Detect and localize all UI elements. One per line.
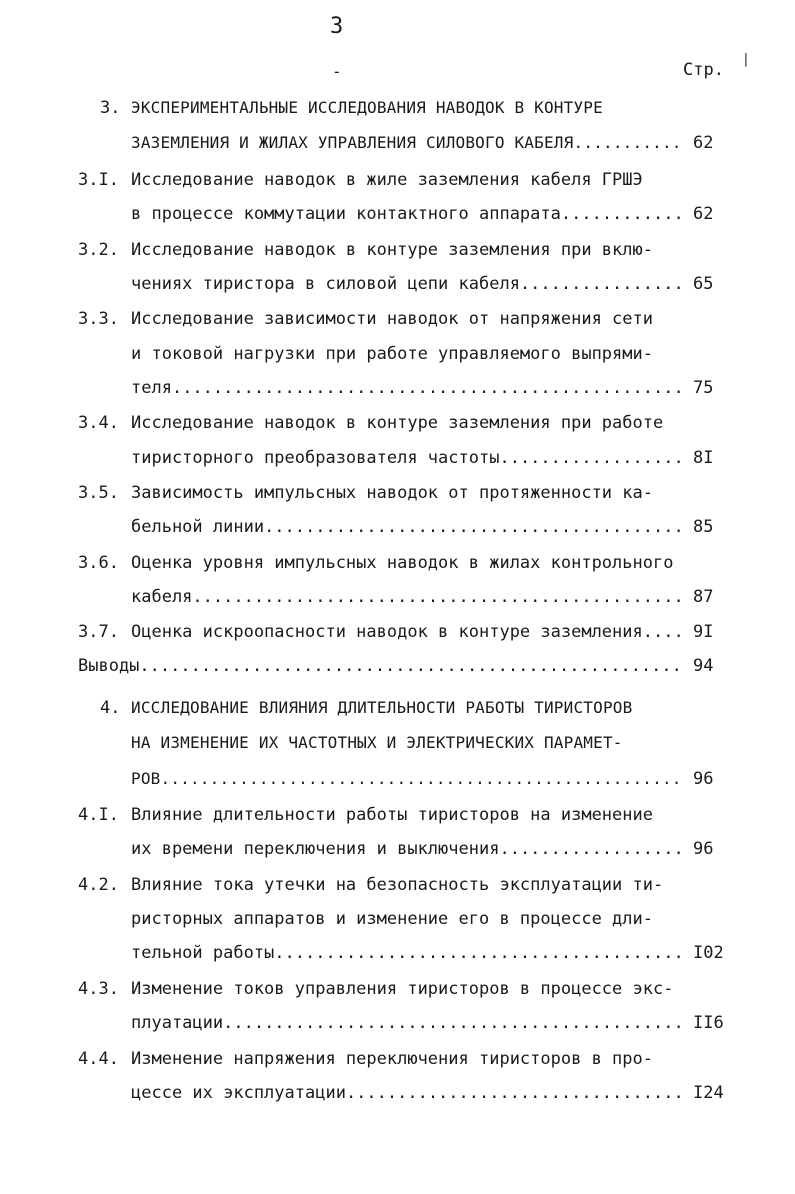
- page-column-header: Стр.: [683, 60, 724, 80]
- page-ref: 62: [693, 204, 714, 224]
- dot-leader: ..................: [499, 839, 684, 859]
- entry-title-line: [131, 873, 663, 897]
- entry-title-text: чениях тиристора в силовой цепи кабеля: [131, 274, 520, 294]
- page-ref: 94: [693, 656, 714, 676]
- entry-title-line: [131, 307, 653, 331]
- page-ref: II6: [693, 1013, 724, 1033]
- entry-title-line: [78, 654, 682, 678]
- page-ref: 96: [693, 839, 714, 859]
- entry-title-text: бельной линии: [131, 517, 265, 537]
- entry-title-line: [131, 376, 684, 400]
- section-number: 3.4.: [78, 413, 119, 433]
- dot-leader: .................................: [345, 1083, 684, 1103]
- section-number: 3.I.: [78, 170, 119, 190]
- section-number: 4.4.: [78, 1049, 119, 1069]
- entry-title-text: ристорных аппаратов и изменение его в процессе дли-: [131, 909, 653, 929]
- entry-title-text: Исследование наводок в жиле заземления кабеля ГРШЭ: [131, 170, 643, 190]
- section-number: 4.2.: [78, 875, 119, 895]
- section-number: 3.3.: [78, 309, 119, 329]
- dot-leader: .........................................: [264, 517, 684, 537]
- page-ref: 85: [693, 517, 714, 537]
- entry-title-line: [131, 481, 653, 505]
- entry-title-text: ИССЛЕДОВАНИЕ ВЛИЯНИЯ ДЛИТЕЛЬНОСТИ РАБОТЫ ТИРИСТОРОВ: [131, 698, 633, 717]
- page-ref: 62: [693, 133, 714, 153]
- entry-title-line: [131, 1011, 684, 1035]
- entry-title-text: ЗАЗЕМЛЕНИЯ И ЖИЛАХ УПРАВЛЕНИЯ СИЛОВОГО КАБЕЛЯ: [131, 133, 574, 152]
- page-ref: I02: [693, 943, 724, 963]
- entry-title-line: [131, 767, 682, 791]
- entry-title-text: их времени переключения и выключения: [131, 839, 500, 859]
- page-ref: 65: [693, 274, 714, 294]
- entry-title-line: [131, 837, 684, 861]
- entry-title-line: [131, 342, 653, 366]
- entry-title-text: Исследование наводок в контуре заземления при вклю-: [131, 240, 653, 260]
- dot-leader: ...........: [573, 133, 682, 152]
- page-ref: 8I: [693, 448, 714, 468]
- entry-title-line: [131, 696, 632, 720]
- section-number: 3.7.: [78, 622, 119, 642]
- entry-title-text: кабеля: [131, 587, 193, 607]
- page-ref: 96: [693, 769, 714, 789]
- entry-title-line: [131, 446, 684, 470]
- entry-title-text: теля: [131, 378, 172, 398]
- entry-title-line: [131, 941, 684, 965]
- dot-leader: ....: [642, 622, 684, 642]
- entry-title-line: [131, 1047, 653, 1071]
- entry-title-text: Зависимость импульсных наводок от протяженности ка-: [131, 483, 653, 503]
- entry-title-line: [131, 202, 684, 226]
- section-number: 3.2.: [78, 240, 119, 260]
- entry-title-text: Изменение токов управления тиристоров в процессе экс-: [131, 979, 674, 999]
- section-number: 3.6.: [78, 553, 119, 573]
- page-ref: 75: [693, 378, 714, 398]
- section-number: 4.I.: [78, 805, 119, 825]
- entry-title-line: [131, 96, 603, 120]
- page-ref: I24: [693, 1083, 724, 1103]
- entry-title-line: [131, 620, 684, 644]
- entry-title-line: [131, 731, 623, 755]
- entry-title-text: тиристорного преобразователя частоты: [131, 448, 500, 468]
- dot-leader: ............: [560, 204, 684, 224]
- entry-title-text: в процессе коммутации контактного аппарата: [131, 204, 561, 224]
- entry-title-line: [131, 168, 643, 192]
- dot-leader: .....................................................: [139, 656, 682, 676]
- entry-title-line: [131, 907, 653, 931]
- entry-title-line: [131, 551, 673, 575]
- entry-title-text: плуатации: [131, 1013, 224, 1033]
- entry-title-text: Оценка искроопасности наводок в контуре заземления: [131, 622, 643, 642]
- dot-leader: ................: [519, 274, 684, 294]
- entry-title-text: Изменение напряжения переключения тиристоров в про-: [131, 1049, 653, 1069]
- entry-title-text: ЭКСПЕРИМЕНТАЛЬНЫЕ ИССЛЕДОВАНИЯ НАВОДОК В КОНТУРЕ: [131, 98, 603, 117]
- entry-title-line: [131, 411, 663, 435]
- entry-title-text: Влияние длительности работы тиристоров на изменение: [131, 805, 653, 825]
- entry-title-line: [131, 977, 673, 1001]
- entry-title-text: Оценка уровня импульсных наводок в жилах контрольного: [131, 553, 674, 573]
- entry-title-line: [131, 515, 684, 539]
- entry-title-text: Влияние тока утечки на безопасность эксплуатации ти-: [131, 875, 664, 895]
- entry-title-text: Исследование наводок в контуре заземления при работе: [131, 413, 664, 433]
- dot-leader: .....................................................: [160, 769, 682, 788]
- page-ref: 9I: [693, 622, 714, 642]
- page-ref: 87: [693, 587, 714, 607]
- entry-title-text: РОВ: [131, 769, 161, 788]
- section-number: 4.: [100, 698, 121, 718]
- entry-title-text: Выводы: [78, 656, 140, 676]
- dot-leader: .............................................: [223, 1013, 684, 1033]
- dot-leader: ..................................................: [171, 378, 684, 398]
- entry-title-line: [131, 238, 653, 262]
- dot-leader: ..................: [499, 448, 684, 468]
- section-number: 3.: [100, 98, 121, 118]
- entry-title-text: Исследование зависимости наводок от напряжения сети: [131, 309, 653, 329]
- dot-leader: ................................................: [192, 587, 684, 607]
- entry-title-text: и токовой нагрузки при работе управляемого выпрями-: [131, 344, 653, 364]
- entry-title-line: [131, 1081, 684, 1105]
- entry-title-line: [131, 131, 682, 155]
- entry-title-text: НА ИЗМЕНЕНИЕ ИХ ЧАСТОТНЫХ И ЭЛЕКТРИЧЕСКИХ ПАРАМЕТ-: [131, 733, 623, 752]
- section-number: 3.5.: [78, 483, 119, 503]
- margin-mark: |: [742, 52, 750, 67]
- entry-title-text: тельной работы: [131, 943, 275, 963]
- entry-title-line: [131, 272, 684, 296]
- entry-title-line: [131, 585, 684, 609]
- entry-title-text: цессе их эксплуатации: [131, 1083, 346, 1103]
- section-number: 4.3.: [78, 979, 119, 999]
- dot-leader: ........................................: [274, 943, 684, 963]
- header-dash: -: [332, 62, 342, 81]
- page-number: 3: [330, 14, 344, 39]
- entry-title-line: [131, 803, 653, 827]
